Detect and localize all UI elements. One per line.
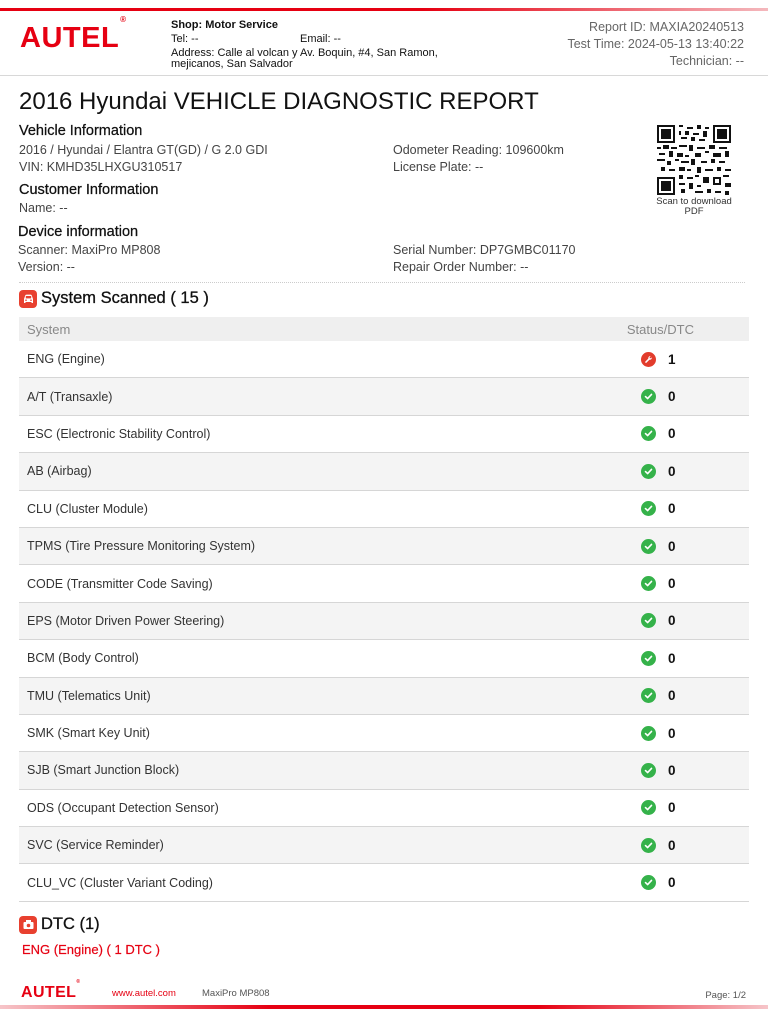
system-name: TPMS (Tire Pressure Monitoring System)	[27, 539, 256, 554]
technician: Technician: --	[669, 54, 744, 68]
dtc-count: 0	[668, 800, 676, 816]
check-circle-icon	[641, 501, 656, 516]
table-row[interactable]	[19, 790, 749, 827]
system-name: EPS (Motor Driven Power Steering)	[27, 613, 225, 628]
system-status	[639, 688, 749, 703]
dtc-count: 1	[668, 351, 676, 367]
footer-website-link[interactable]: www.autel.com	[112, 988, 176, 999]
dtc-count: 0	[668, 576, 676, 592]
dtc-icon	[19, 916, 37, 934]
page-title: 2016 Hyundai VEHICLE DIAGNOSTIC REPORT	[19, 88, 539, 115]
table-row[interactable]	[19, 341, 749, 378]
system-name: BCM (Body Control)	[27, 651, 139, 666]
systems-table	[19, 317, 749, 902]
dtc-count: 0	[668, 463, 676, 479]
system-status	[639, 613, 749, 628]
system-name: ENG (Engine)	[27, 352, 105, 367]
repair-order-number: Repair Order Number: --	[393, 260, 529, 274]
shop-address: Address: Calle al volcan y Av. Boquin, #4, San Ramon, mejicanos, San Salvador	[171, 47, 438, 70]
test-time: Test Time: 2024-05-13 13:40:22	[567, 37, 744, 51]
table-row[interactable]	[19, 491, 749, 528]
shop-tel: Tel: --	[171, 33, 199, 45]
dtc-engine-link[interactable]: ENG (Engine) ( 1 DTC )	[22, 942, 160, 957]
check-circle-icon	[641, 763, 656, 778]
license-plate: License Plate: --	[393, 160, 484, 174]
dtc-heading: DTC (1)	[19, 915, 100, 934]
section-divider	[19, 282, 745, 283]
system-scanned-heading: System Scanned ( 15 )	[19, 289, 209, 308]
col-system: System	[27, 321, 71, 337]
system-status	[639, 539, 749, 554]
footer-autel-logo: AUTEL®	[21, 978, 81, 1001]
system-name: A/T (Transaxle)	[27, 389, 113, 404]
table-row[interactable]	[19, 378, 749, 415]
qr-code-icon[interactable]	[657, 125, 731, 195]
system-name: CLU_VC (Cluster Variant Coding)	[27, 875, 213, 890]
system-status	[639, 352, 749, 367]
system-name: CLU (Cluster Module)	[27, 501, 148, 516]
wrench-alert-icon	[641, 352, 656, 367]
check-circle-icon	[641, 875, 656, 890]
col-status: Status/DTC	[626, 321, 694, 337]
table-row[interactable]	[19, 416, 749, 453]
shop-name: Shop: Motor Service	[171, 19, 278, 31]
table-row[interactable]	[19, 640, 749, 677]
system-status	[639, 763, 749, 778]
check-circle-icon	[641, 800, 656, 815]
system-status	[639, 576, 749, 591]
dtc-count: 0	[668, 650, 676, 666]
dtc-count: 0	[668, 725, 676, 741]
system-status	[639, 426, 749, 441]
shop-info	[171, 19, 451, 70]
dtc-count: 0	[668, 762, 676, 778]
report-meta	[567, 19, 744, 70]
dtc-count: 0	[668, 389, 676, 405]
check-circle-icon	[641, 426, 656, 441]
check-circle-icon	[641, 613, 656, 628]
dtc-count: 0	[668, 837, 676, 853]
device-info-heading: Device information	[18, 224, 139, 240]
system-name: TMU (Telematics Unit)	[27, 688, 151, 703]
system-status	[639, 501, 749, 516]
top-accent-stripe	[0, 8, 768, 11]
system-status	[639, 875, 749, 890]
system-status	[639, 838, 749, 853]
customer-info-heading: Customer Information	[19, 182, 159, 198]
system-name: ODS (Occupant Detection Sensor)	[27, 800, 219, 815]
check-circle-icon	[641, 838, 656, 853]
dtc-count: 0	[668, 426, 676, 442]
system-name: SMK (Smart Key Unit)	[27, 726, 150, 741]
table-header	[19, 317, 749, 341]
vehicle-info-heading: Vehicle Information	[19, 123, 143, 139]
dtc-count: 0	[668, 613, 676, 629]
customer-name: Name: --	[19, 201, 68, 215]
table-row[interactable]	[19, 827, 749, 864]
system-name: SVC (Service Reminder)	[27, 838, 164, 853]
table-row[interactable]	[19, 528, 749, 565]
check-circle-icon	[641, 726, 656, 741]
check-circle-icon	[641, 464, 656, 479]
system-name: CODE (Transmitter Code Saving)	[27, 576, 213, 591]
odometer-reading: Odometer Reading: 109600km	[393, 143, 564, 157]
table-row[interactable]	[19, 864, 749, 901]
system-status	[639, 389, 749, 404]
check-circle-icon	[641, 389, 656, 404]
system-status	[639, 464, 749, 479]
system-name: AB (Airbag)	[27, 464, 92, 479]
shop-email: Email: --	[300, 33, 341, 45]
page-number: Page: 1/2	[705, 990, 746, 1001]
device-version: Version: --	[18, 260, 75, 274]
check-circle-icon	[641, 539, 656, 554]
car-icon	[19, 290, 37, 308]
scanner-model: Scanner: MaxiPro MP808	[18, 243, 161, 257]
report-header	[0, 12, 768, 76]
table-row[interactable]	[19, 752, 749, 789]
table-row[interactable]	[19, 453, 749, 490]
dtc-count: 0	[668, 688, 676, 704]
check-circle-icon	[641, 576, 656, 591]
vehicle-model: 2016 / Hyundai / Elantra GT(GD) / G 2.0 GDI	[19, 143, 268, 157]
serial-number: Serial Number: DP7GMBC01170	[393, 243, 576, 257]
system-name: ESC (Electronic Stability Control)	[27, 426, 211, 441]
system-status	[639, 800, 749, 815]
system-name: SJB (Smart Junction Block)	[27, 763, 180, 778]
check-circle-icon	[641, 688, 656, 703]
autel-logo: AUTEL®	[20, 15, 127, 54]
dtc-count: 0	[668, 875, 676, 891]
dtc-count: 0	[668, 538, 676, 554]
bottom-accent-stripe	[0, 1005, 768, 1009]
system-status	[639, 726, 749, 741]
footer-device-model: MaxiPro MP808	[202, 988, 270, 999]
vehicle-vin: VIN: KMHD35LHXGU310517	[19, 160, 183, 174]
table-row[interactable]	[19, 715, 749, 752]
table-row[interactable]	[19, 678, 749, 715]
table-row[interactable]	[19, 565, 749, 602]
system-status	[639, 651, 749, 666]
dtc-count: 0	[668, 501, 676, 517]
qr-caption: Scan to download PDF	[656, 196, 732, 217]
check-circle-icon	[641, 651, 656, 666]
report-id: Report ID: MAXIA20240513	[589, 20, 744, 34]
table-row[interactable]	[19, 603, 749, 640]
